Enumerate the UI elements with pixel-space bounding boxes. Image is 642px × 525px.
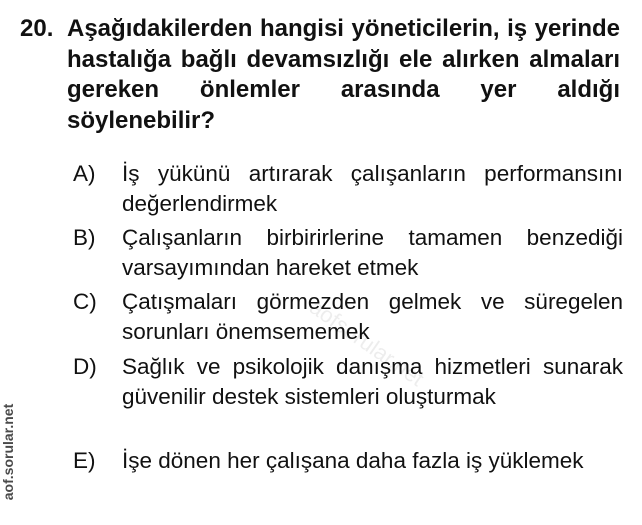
question-text: Aşağıdakilerden hangisi yöneticilerin, iş yerinde hastalığa bağlı devamsızlığı ele alırken almaları gereken önlemler arasında yer aldığı söylenebilir? (67, 15, 620, 134)
option-b-letter: B) (73, 225, 96, 250)
option-e-letter: E) (73, 448, 96, 473)
option-b (73, 223, 623, 283)
question-number: 20. (20, 15, 54, 42)
option-d-letter: D) (73, 354, 97, 379)
option-c-letter: C) (73, 289, 97, 314)
side-watermark: aof.sorular.net (0, 403, 16, 501)
option-d-text: Sağlık ve psikolojik danışma hizmetleri sunarak güvenilir destek sistemleri oluşturmak (122, 354, 623, 409)
option-a (73, 159, 623, 219)
option-e (73, 446, 623, 476)
option-c-text: Çatışmaları görmezden gelmek ve süregelen sorunları önemsememek (122, 289, 623, 344)
option-b-text: Çalışanların birbirirlerine tamamen benzediği varsayımından hareket etmek (122, 225, 623, 280)
option-d (73, 352, 623, 412)
option-e-text: İşe dönen her çalışana daha fazla iş yüklemek (122, 448, 584, 473)
option-a-letter: A) (73, 161, 96, 186)
center-watermark: aofsorular.net (305, 294, 429, 392)
option-a-text: İş yükünü artırarak çalışanların performansını değerlendirmek (122, 161, 623, 216)
